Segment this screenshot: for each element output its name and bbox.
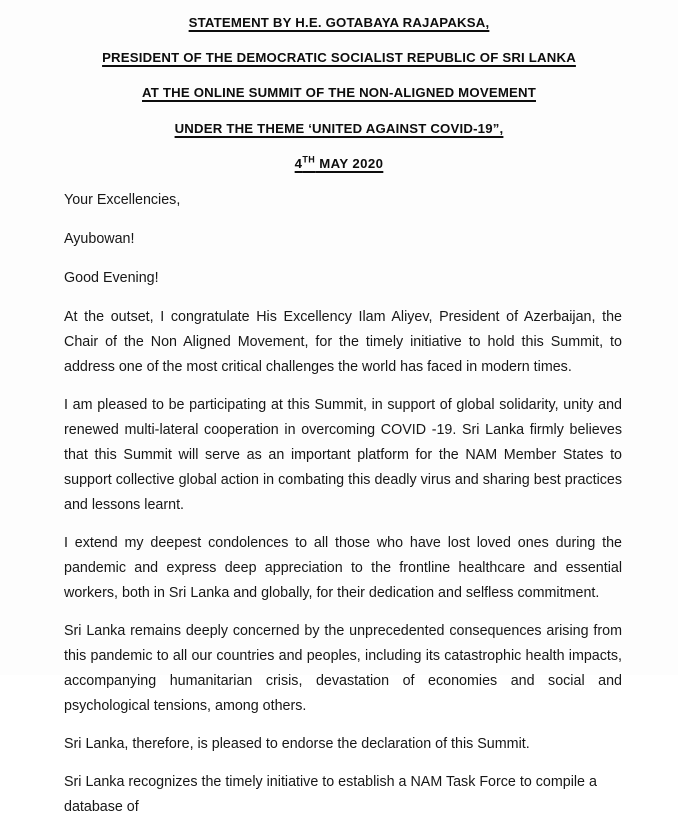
heading-date-day: 4 — [294, 155, 303, 171]
heading-date-ordinal: TH — [302, 154, 316, 165]
body-paragraph: Sri Lanka, therefore, is pleased to endorse the declaration of this Summit. — [64, 736, 530, 753]
body-paragraph: At the outset, I congratulate His Excellency Ilam Aliyev, President of Azerbaijan, the Chair of the Non Aligned Movement, for the timely initiative to hold this Summit, to address one of the most critical challenges the world has faced in modern times. — [64, 309, 622, 376]
salutation-line: Good Evening! — [64, 270, 159, 287]
body-paragraph: I extend my deepest condolences to all those who have lost loved ones during the pandemic and express deep appreciation to the frontline healthcare and essential workers, both in Sri Lanka and globally, for their dedication and selfless commitment. — [64, 535, 622, 602]
heading-date-line — [0, 154, 678, 171]
heading-line-3 — [0, 86, 678, 99]
heading-line-1 — [0, 16, 678, 29]
heading-date-rest: MAY 2020 — [315, 155, 384, 171]
salutation-line: Ayubowan! — [64, 231, 135, 248]
document-body — [56, 188, 622, 820]
heading-line-4-text: UNDER THE THEME ‘UNITED AGAINST COVID-19”, — [174, 120, 504, 136]
body-paragraph: Sri Lanka remains deeply concerned by the unprecedented consequences arising from this pandemic to all our countries and peoples, including its catastrophic health impacts, accompanying humanitarian crisis, devastation of economies and social and psychological tensions, among others. — [64, 623, 622, 715]
heading-line-1-text: STATEMENT BY H.E. GOTABAYA RAJAPAKSA, — [188, 15, 490, 30]
body-paragraph: I am pleased to be participating at this Summit, in support of global solidarity, unity and renewed multi-lateral cooperation in overcoming COVID -19. Sri Lanka firmly believes that this Summit will serve as an important platform for the NAM Member States to support collective global action in combating this deadly virus and sharing best practices and lessons learnt. — [64, 397, 622, 514]
heading-line-2-text: PRESIDENT OF THE DEMOCRATIC SOCIALIST REPUBLIC OF SRI LANKA — [102, 50, 576, 66]
heading-line-4 — [0, 122, 678, 135]
heading-date — [295, 156, 384, 171]
heading-line-2 — [0, 51, 678, 64]
salutation-line: Your Excellencies, — [64, 192, 181, 209]
heading-line-3-text: AT THE ONLINE SUMMIT OF THE NON-ALIGNED MOVEMENT — [142, 85, 536, 101]
body-paragraph-truncated: Sri Lanka recognizes the timely initiative to establish a NAM Task Force to compile a database of — [64, 774, 597, 816]
document-heading — [0, 0, 678, 170]
